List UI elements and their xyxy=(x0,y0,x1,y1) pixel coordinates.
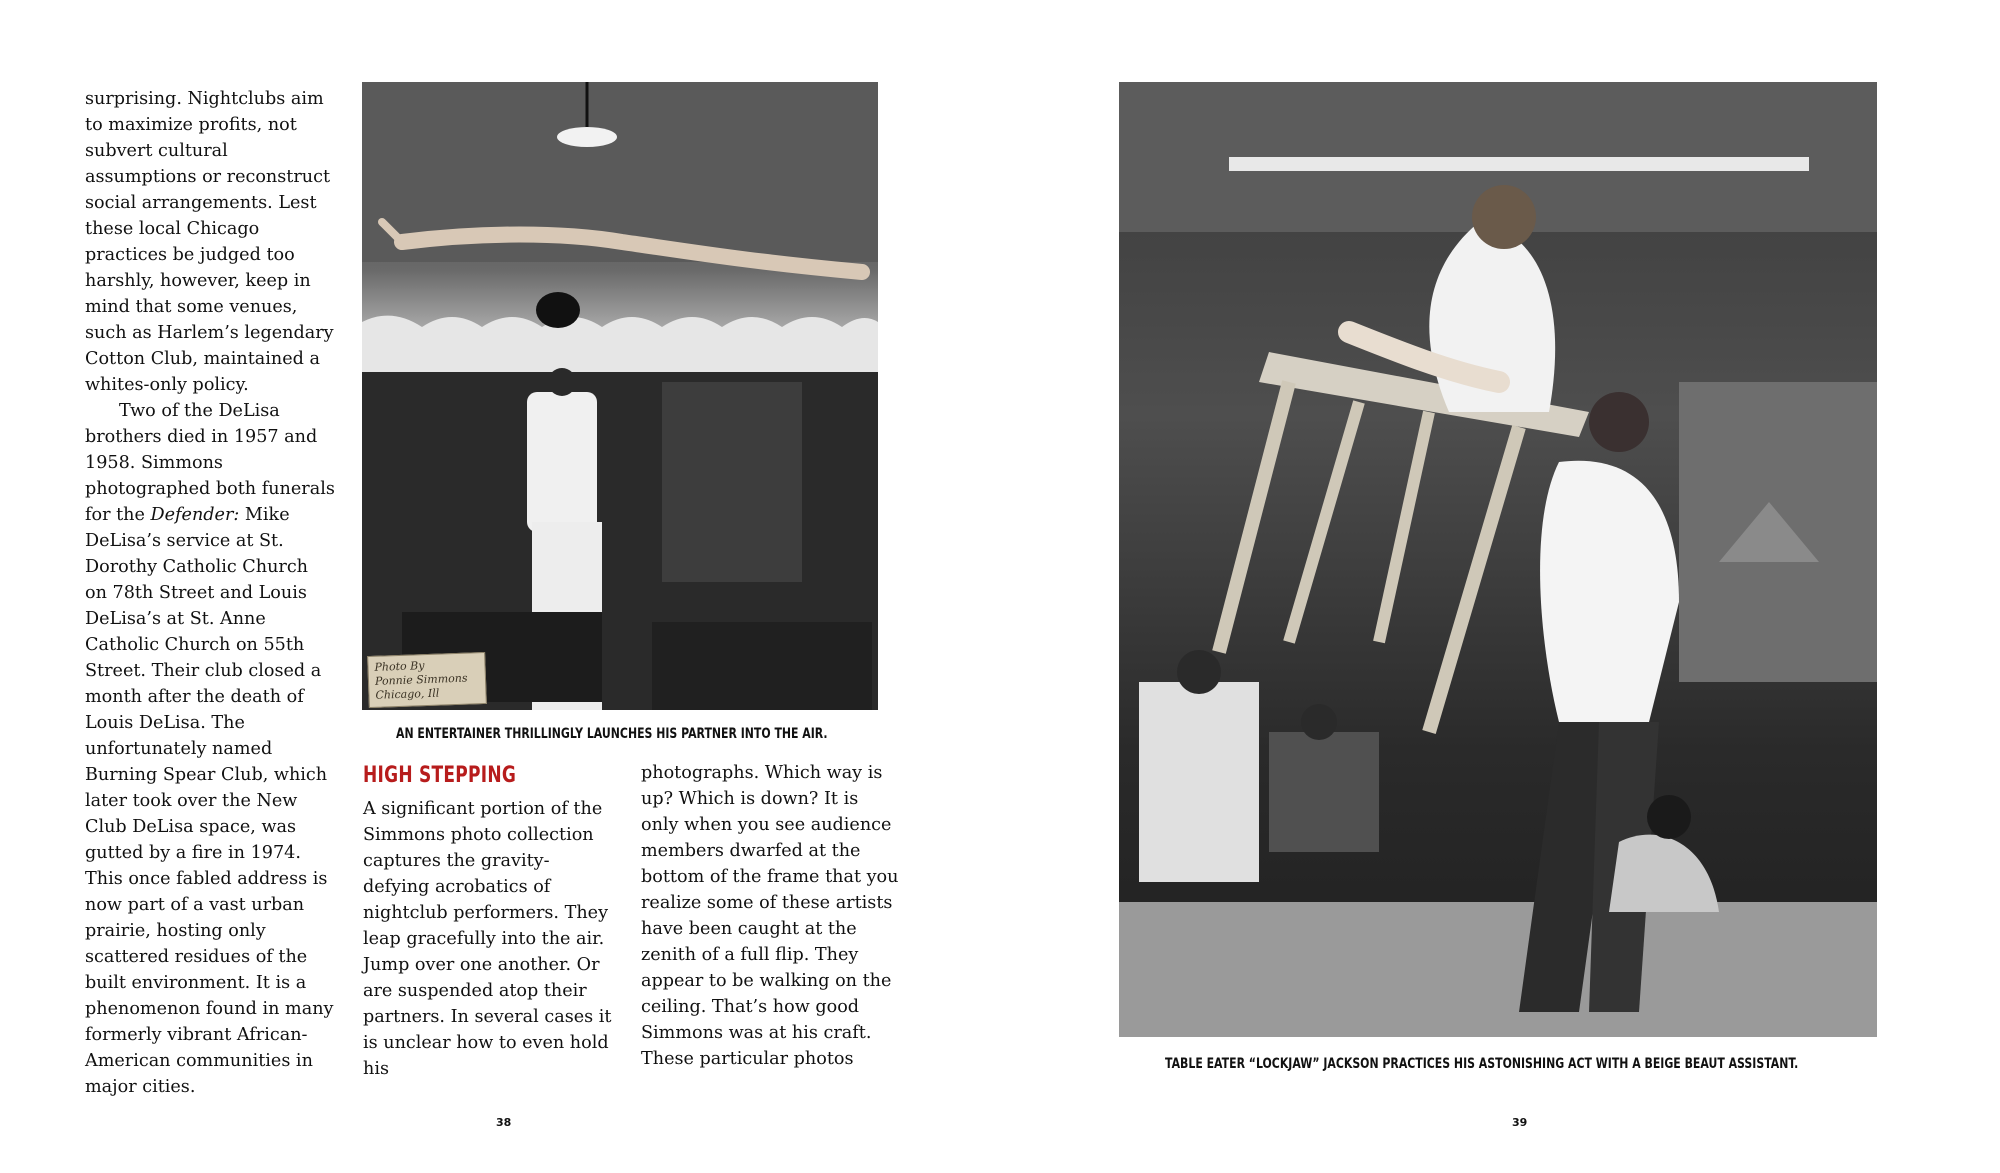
page-number: 38 xyxy=(496,1116,512,1129)
page-number: 39 xyxy=(1512,1116,1528,1129)
text-column-2 xyxy=(363,796,613,1082)
stamp-line: Photo By xyxy=(374,659,425,674)
stamp-line: Ponnie Simmons xyxy=(374,671,468,688)
acrobat-photo xyxy=(362,82,878,710)
paragraph-text: Mike DeLisa’s service at St. Dorothy Catholic Church on 78th Street and Louis DeLisa’s at St. Anne Catholic Church on 55th Street. Their club closed a month after the death of Louis DeLisa. The unfortunately named Burning Spear Club, which later took over the New Club DeLisa space, was gutted by a fire in 1974. This once fabled address is now part of a vast urban prairie, hosting only scattered residues of the built environment. It is a phenomenon found in many formerly vibrant African-American communities in major cities. xyxy=(85,505,334,1097)
acrobat-photo-image xyxy=(362,82,878,710)
text-column-1 xyxy=(85,86,335,1100)
publication-name: Defender: xyxy=(150,505,240,525)
photo-caption: TABLE EATER “LOCKJAW” JACKSON PRACTICES HIS ASTONISHING ACT WITH A BEIGE BEAUT ASSISTANT. xyxy=(1165,1056,1799,1072)
text-column-3 xyxy=(641,760,901,1072)
paragraph xyxy=(85,398,335,1100)
photo-caption: AN ENTERTAINER THRILLINGLY LAUNCHES HIS PARTNER INTO THE AIR. xyxy=(396,726,828,742)
stamp-line: Chicago, Ill xyxy=(375,686,440,702)
paragraph: surprising. Nightclubs aim to maximize profits, not subvert cultural assumptions or reconstruct social arrangements. Lest these local Chicago practices be judged too harshly, however, keep in mind that some venues, such as Harlem’s legendary Cotton Club, maintained a whites-only policy. xyxy=(85,89,334,395)
paragraph-text: Two of the DeLisa brothers died in 1957 and 1958. Simmons photographed both funerals for the xyxy=(85,401,335,525)
photo-credit-stamp xyxy=(367,652,487,708)
table-act-photo xyxy=(1119,82,1877,1037)
paragraph: photographs. Which way is up? Which is down? It is only when you see audience members dwarfed at the bottom of the frame that you realize some of these artists have been caught at the zenith of a full flip. They appear to be walking on the ceiling. That’s how good Simmons was at his craft. These particular photos xyxy=(641,763,899,1069)
table-act-photo-image xyxy=(1119,82,1877,1037)
paragraph: A significant portion of the Simmons photo collection captures the gravity-defying acrobatics of nightclub performers. They leap gracefully into the air. Jump over one another. Or are suspended atop their partners. In several cases it is unclear how to even hold his xyxy=(363,799,612,1079)
section-heading: HIGH STEPPING xyxy=(363,763,517,788)
